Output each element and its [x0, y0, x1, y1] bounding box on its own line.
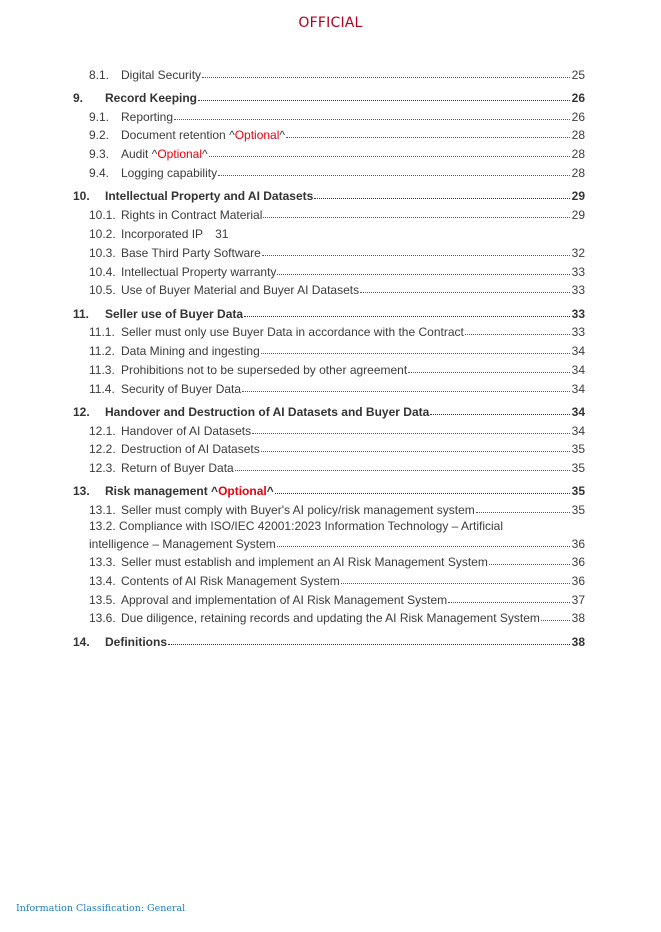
toc-subentry[interactable]: [89, 110, 585, 124]
toc-heading-entry[interactable]: [73, 189, 585, 203]
toc-entry-number: 13.5.: [89, 593, 116, 607]
toc-entry-title-text: Handover of AI Datasets: [121, 424, 252, 438]
toc-entry-title-text: Document retention: [121, 128, 230, 142]
classification-header: OFFICIAL: [298, 15, 363, 31]
toc-entry-title-text: Logging capability: [121, 166, 218, 180]
toc-entry-page-number: 36: [571, 555, 585, 569]
toc-entry-title-text: Security of Buyer Data: [121, 382, 242, 396]
toc-subentry[interactable]: [89, 611, 585, 625]
toc-entry-title-text: Prohibitions not to be superseded by other agreement: [121, 363, 408, 377]
toc-entry-title: [121, 283, 359, 297]
toc-entry-page-number: 34: [571, 424, 585, 438]
toc-entry-title-text: Digital Security: [121, 68, 202, 82]
toc-entry-title: [121, 344, 260, 358]
toc-entry-title-text: Use of Buyer Material and Buyer AI Datasets: [121, 283, 360, 297]
toc-entry-number: 9.4.: [89, 166, 110, 180]
toc-entry-title: [121, 68, 201, 82]
toc-entry-title-text: Intellectual Property and AI Datasets: [105, 189, 314, 203]
toc-entry-title-text: Record Keeping: [105, 91, 198, 105]
toc-entry-page-number: 31: [215, 227, 229, 241]
toc-entry-number: 11.2.: [89, 344, 115, 358]
toc-entry-page-number: 33: [571, 283, 585, 297]
toc-entry-number: 13.6.: [89, 611, 116, 625]
toc-entry-title: [121, 461, 234, 475]
toc-entry-title-text: Reporting: [121, 110, 174, 124]
dot-leader: [263, 217, 570, 218]
toc-entry-page-number: 32: [571, 246, 585, 260]
toc-entry-number: 10.5.: [89, 283, 116, 297]
toc-heading-entry[interactable]: [73, 405, 585, 419]
toc-entry-title-text: Contents of AI Risk Management System: [121, 574, 340, 588]
dot-leader: [198, 100, 570, 101]
dot-leader: [314, 198, 570, 199]
toc-entry-number: 10.: [73, 189, 90, 203]
toc-heading-entry[interactable]: [73, 635, 585, 649]
toc-entry-title-text: Seller use of Buyer Data: [105, 307, 244, 321]
optional-marker-suffix: ^: [266, 484, 274, 498]
toc-entry-page-number: 34: [571, 363, 585, 377]
toc-subentry[interactable]: [89, 503, 585, 517]
toc-entry-title-text: Return of Buyer Data: [121, 461, 234, 475]
dot-leader: [465, 334, 570, 335]
toc-entry-title-text: Seller must comply with Buyer's AI policy/risk management system: [121, 503, 475, 517]
toc-entry-page-number: 35: [571, 503, 585, 517]
toc-subentry[interactable]: [89, 461, 585, 475]
toc-entry-title: [121, 128, 285, 142]
optional-marker-prefix: ^: [211, 484, 219, 498]
toc-entry-number: 10.3.: [89, 246, 116, 260]
dot-leader: [218, 175, 570, 176]
toc-entry-number: 13.3.: [89, 555, 116, 569]
toc-entry-title-text: Definitions: [105, 635, 167, 649]
toc-entry-page-number: 34: [571, 405, 585, 419]
toc-heading-entry[interactable]: [73, 91, 585, 105]
toc-entry-page-number: 28: [571, 147, 585, 161]
toc-entry-title: [105, 484, 274, 498]
toc-entry-title: [121, 363, 407, 377]
toc-entry-number: 11.1.: [89, 325, 115, 339]
toc-entry-title-text: Base Third Party Software: [121, 246, 261, 260]
dot-leader: [408, 372, 570, 373]
toc-subentry[interactable]: [89, 265, 585, 279]
toc-entry-page-number: 33: [571, 307, 585, 321]
toc-entry-number: 9.1.: [89, 110, 110, 124]
toc-entry-number: 10.2.: [89, 227, 116, 241]
toc-entry-title: [105, 91, 197, 105]
toc-entry-number: 9.: [73, 91, 84, 105]
toc-subentry[interactable]: [89, 574, 585, 588]
toc-entry-number: 9.3.: [89, 147, 110, 161]
toc-subentry[interactable]: [89, 537, 585, 551]
toc-entry-number: 12.2.: [89, 442, 116, 456]
toc-subentry[interactable]: [89, 68, 585, 82]
toc-subentry[interactable]: [89, 147, 585, 161]
toc-entry-title: [105, 307, 243, 321]
toc-entry-title: [121, 325, 464, 339]
toc-entry-page-number: 29: [571, 189, 585, 203]
toc-entry-number: 9.2.: [89, 128, 110, 142]
optional-marker-prefix: ^: [229, 128, 235, 142]
toc-entry-title-text: intelligence – Management System: [89, 537, 276, 551]
toc-entry-number: 13.4.: [89, 574, 116, 588]
dot-leader: [489, 564, 570, 565]
toc-heading-entry[interactable]: [73, 307, 585, 321]
toc-entry-title: [121, 611, 540, 625]
toc-entry-page-number: 36: [571, 537, 585, 551]
toc-subentry[interactable]: [89, 283, 585, 297]
toc-entry-page-number: 35: [571, 461, 585, 475]
toc-entry-first-line[interactable]: 13.2. Compliance with ISO/IEC 42001:2023 Information Technology – Artificial: [89, 519, 504, 533]
toc-entry-title: [121, 227, 203, 241]
dot-leader: [235, 470, 570, 471]
toc-subentry[interactable]: [89, 382, 585, 396]
dot-leader: [476, 512, 570, 513]
dot-leader: [252, 433, 570, 434]
dot-leader: [202, 77, 570, 78]
toc-entry-number: 8.1.: [89, 68, 110, 82]
toc-entry-title: [121, 593, 447, 607]
toc-entry-title: [121, 265, 276, 279]
toc-entry-page-number: 33: [571, 265, 585, 279]
dot-leader: [277, 274, 570, 275]
toc-subentry[interactable]: [89, 442, 585, 456]
toc-entry-number: 12.1.: [89, 424, 116, 438]
dot-leader: [242, 391, 570, 392]
toc-entry-title: [121, 246, 261, 260]
toc-entry-title: [105, 405, 429, 419]
optional-marker: Optional: [218, 484, 267, 498]
dot-leader: [360, 292, 570, 293]
dot-leader: [209, 156, 570, 157]
toc-entry-number: 13.1.: [89, 503, 116, 517]
dot-leader: [168, 644, 570, 645]
dot-leader: [174, 119, 570, 120]
toc-entry-page-number: 33: [571, 325, 585, 339]
toc-subentry[interactable]: [89, 363, 585, 377]
optional-marker: Optional: [234, 128, 280, 142]
toc-entry-number: 14.: [73, 635, 90, 649]
toc-entry-title: [121, 442, 260, 456]
toc-entry-number: 10.1.: [89, 208, 116, 222]
toc-entry-number: 12.: [73, 405, 90, 419]
toc-entry-title-text: Rights in Contract Material: [121, 208, 263, 222]
toc-entry-number: 11.4.: [89, 382, 115, 396]
toc-entry-title-text: Destruction of AI Datasets: [121, 442, 260, 456]
toc-subentry[interactable]: [89, 593, 585, 607]
toc-entry-page-number: 28: [571, 128, 585, 142]
dot-leader: [262, 255, 570, 256]
dot-leader: [277, 546, 570, 547]
dot-leader: [430, 414, 570, 415]
dot-leader: [261, 451, 570, 452]
toc-entry-page-number: 26: [571, 91, 585, 105]
toc-entry-title: [121, 147, 208, 161]
toc-entry-title: [121, 208, 262, 222]
toc-entry-page-number: 35: [571, 484, 585, 498]
toc-entry-page-number: 38: [571, 611, 585, 625]
toc-subentry[interactable]: [89, 325, 585, 339]
toc-subentry[interactable]: [89, 208, 585, 222]
toc-entry-title: [89, 537, 276, 551]
toc-subentry[interactable]: [89, 344, 585, 358]
classification-footer: Information Classification: General: [16, 903, 186, 914]
optional-marker-suffix: ^: [202, 147, 208, 161]
toc-entry-title: [121, 424, 251, 438]
toc-subentry[interactable]: [89, 246, 585, 260]
dot-leader: [541, 620, 570, 621]
toc-subentry[interactable]: [89, 555, 585, 569]
toc-entry-title-text: Due diligence, retaining records and updating the AI Risk Management System: [121, 611, 540, 625]
toc-entry-page-number: 34: [571, 382, 585, 396]
toc-entry-page-number: 25: [571, 68, 585, 82]
toc-entry-page-number: 36: [571, 574, 585, 588]
toc-entry-title: [121, 166, 217, 180]
toc-entry-title-text: Incorporated IP: [121, 227, 204, 241]
toc-subentry[interactable]: [89, 227, 585, 241]
toc-entry-title-text: Handover and Destruction of AI Datasets and Buyer Data: [105, 405, 430, 419]
optional-marker-prefix: ^: [151, 147, 158, 161]
toc-entry-page-number: 29: [571, 208, 585, 222]
toc-entry-title-text: Approval and implementation of AI Risk Management System: [121, 593, 448, 607]
toc-entry-title: [105, 635, 167, 649]
toc-entry-number: 13.: [73, 484, 90, 498]
toc-entry-page-number: 28: [571, 166, 585, 180]
toc-subentry[interactable]: [89, 166, 585, 180]
toc-entry-title-text: Intellectual Property warranty: [121, 265, 277, 279]
toc-entry-number: 12.3.: [89, 461, 116, 475]
optional-marker: Optional: [157, 147, 203, 161]
toc-entry-page-number: 26: [571, 110, 585, 124]
toc-entry-number: 11.: [73, 307, 90, 321]
toc-entry-page-number: 38: [571, 635, 585, 649]
toc-entry-title: [121, 382, 241, 396]
toc-entry-title: [121, 555, 488, 569]
toc-entry-page-number: 34: [571, 344, 585, 358]
dot-leader: [244, 316, 570, 317]
toc-entry-page-number: 35: [571, 442, 585, 456]
optional-marker-suffix: ^: [279, 128, 286, 142]
dot-leader: [341, 583, 570, 584]
toc-subentry[interactable]: [89, 424, 585, 438]
toc-entry-title: [121, 110, 173, 124]
toc-entry-number: 11.3.: [89, 363, 115, 377]
dot-leader: [275, 493, 570, 494]
toc-entry-title: [121, 574, 340, 588]
dot-leader: [261, 353, 570, 354]
toc-entry-page-number: 37: [571, 593, 585, 607]
dot-leader: [448, 602, 570, 603]
toc-entry-title-text: Seller must establish and implement an AI Risk Management System: [121, 555, 488, 569]
toc-entry-number: 10.4.: [89, 265, 116, 279]
toc-entry-title-text: Data Mining and ingesting: [121, 344, 260, 358]
toc-entry-title-text: Seller must only use Buyer Data in accordance with the Contract: [121, 325, 464, 339]
toc-entry-title: [121, 503, 475, 517]
toc-heading-entry[interactable]: [73, 484, 585, 498]
toc-entry-title: [105, 189, 313, 203]
dot-leader: [286, 137, 570, 138]
toc-entry-title-text: Audit: [121, 147, 152, 161]
toc-entry-title-text: Risk management: [105, 484, 212, 498]
toc-subentry[interactable]: [89, 128, 585, 142]
